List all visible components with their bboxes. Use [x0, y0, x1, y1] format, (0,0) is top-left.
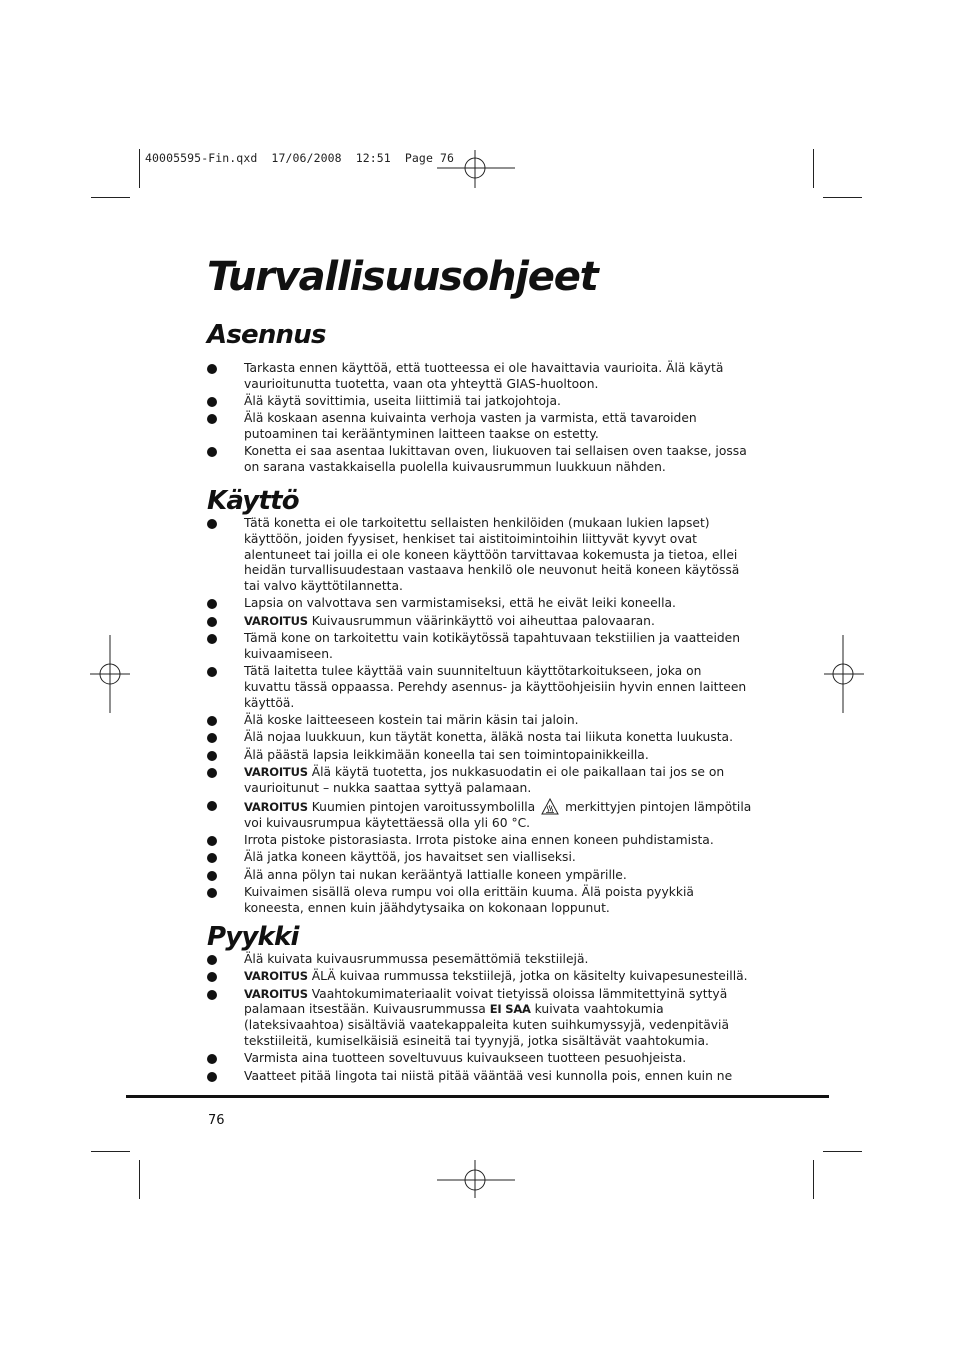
page-number: 76	[208, 1113, 225, 1128]
bullet-icon	[207, 990, 217, 1000]
bullet-icon	[207, 955, 217, 965]
item-text: Konetta ei saa asentaa lukittavan oven, liukuoven tai sellaisen oven taakse, jossa on sarana vastakkaisella puolella kuivausrummun luukkuun nähden.	[244, 444, 747, 475]
list-item	[207, 850, 752, 866]
item-text: Älä kuivata kuivausrummussa pesemättömiä tekstiilejä.	[244, 952, 589, 966]
item-text: merkittyjen pintojen lämpötila voi kuivausrumpua käytettäessä olla yli 60 °C.	[244, 800, 752, 830]
bullet-icon	[207, 716, 217, 726]
item-text: kuivata vaahtokumia (lateksivaahtoa) sisältäviä vaatekappaleita kuten suihkumyssyjä, vedenpitäviä tekstiileitä, kumiselkäisiä esineitä tai tyynyjä, jotka sisältävät vaahtokumia.	[244, 1002, 729, 1048]
item-text: Tarkasta ennen käyttöä, että tuotteessa ei ole havaittavia vaurioita. Älä käytä vaurioitunutta tuotetta, vaan ota yhteyttä GIAS-huoltoon.	[244, 361, 724, 391]
bullet-icon	[207, 888, 217, 898]
item-text: Älä päästä lapsia leikkimään koneella tai sen toimintopainikkeilla.	[244, 747, 649, 762]
bullet-icon	[207, 1072, 217, 1082]
print-slug: 40005595-Fin.qxd 17/06/2008 12:51 Page 76	[145, 151, 455, 165]
warning-keyword: EI SAA	[489, 1002, 531, 1017]
list-item	[207, 444, 752, 476]
bullet-icon	[207, 414, 217, 424]
registration-mark-icon	[822, 635, 866, 715]
list-item	[207, 885, 752, 917]
safety-list-asennus	[207, 361, 752, 478]
crop-mark	[139, 1160, 140, 1199]
crop-mark	[139, 149, 140, 188]
crop-mark	[91, 197, 130, 198]
crop-mark	[813, 1160, 814, 1199]
item-text: Älä nojaa luukkuun, kun täytät konetta, äläkä nosta tai liikuta konetta luukusta.	[244, 730, 733, 745]
item-text: Tämä kone on tarkoitettu vain kotikäytössä tapahtuvaan tekstiilien ja vaatteiden kuivaamiseen.	[244, 631, 741, 661]
item-text: Kuivaimen sisällä oleva rumpu voi olla erittäin kuuma. Älä poista pyykkiä koneesta, ennen kuin jäähdytysaika on kokonaan loppunut.	[244, 885, 694, 915]
list-item	[207, 631, 752, 663]
item-text: Kuumien pintojen varoitussymbolilla	[311, 800, 536, 815]
list-item	[207, 868, 752, 884]
warning-keyword: VAROITUS	[244, 800, 308, 815]
item-text: Lapsia on valvottava sen varmistamiseksi, että he eivät leiki koneella.	[244, 596, 676, 611]
bullet-icon	[207, 801, 217, 811]
item-text: Tätä laitetta tulee käyttää vain suunniteltuun käyttötarkoitukseen, joka on kuvattu tässä oppaassa. Perehdy asennus- ja käyttöohjeisiin hyvin ennen laitteen käyttöä.	[244, 664, 747, 710]
list-item	[207, 516, 752, 595]
bullet-icon	[207, 599, 217, 609]
bullet-icon	[207, 519, 217, 529]
list-item	[207, 765, 752, 797]
list-item	[207, 1051, 752, 1067]
list-item	[207, 748, 752, 764]
warning-keyword: VAROITUS	[244, 969, 308, 984]
list-item	[207, 596, 752, 612]
hot-surface-warning-icon	[541, 798, 559, 815]
list-item	[207, 361, 752, 393]
item-text: Vaatteet pitää lingota tai niistä pitää vääntää vesi kunnolla pois, ennen kuin ne	[244, 1068, 733, 1083]
item-text: Irrota pistoke pistorasiasta. Irrota pistoke aina ennen koneen puhdistamista.	[244, 833, 714, 848]
bullet-icon	[207, 667, 217, 677]
list-item	[207, 614, 752, 630]
registration-mark-icon	[90, 635, 134, 715]
item-text: Älä jatka koneen käyttöä, jos havaitset sen vialliseksi.	[244, 850, 576, 865]
list-item	[207, 952, 752, 968]
bullet-icon	[207, 768, 217, 778]
list-item	[207, 969, 752, 985]
bullet-icon	[207, 447, 217, 457]
item-text: Tätä konetta ei ole tarkoitettu sellaisten henkilöiden (mukaan lukien lapset) käyttöön, joiden fyysiset, henkiset tai aistitoimintoihin liittyvät kyvyt ovat alentuneet tai joilla ei ole koneen käyttöön tarvittavaa kokemusta ja tietoa, ellei heidän turvallisuudestaan vastaava henkilö ole neuvonut heitä koneen käytössä tai valvo käyttötilannetta.	[244, 516, 740, 594]
list-item	[207, 394, 752, 410]
warning-keyword: VAROITUS	[244, 986, 308, 1001]
list-item	[207, 833, 752, 849]
section-heading-pyykki: Pyykki	[207, 922, 299, 952]
list-item	[207, 798, 752, 832]
registration-mark-icon	[437, 1160, 517, 1200]
list-item	[207, 713, 752, 729]
registration-mark-icon	[437, 150, 517, 190]
item-text: ÄLÄ kuivaa rummussa tekstiilejä, jotka on käsitelty kuivapesunesteillä.	[311, 969, 748, 984]
item-text: Älä käytä sovittimia, useita liittimiä tai jatkojohtoja.	[244, 394, 561, 409]
bullet-icon	[207, 871, 217, 881]
list-item	[207, 411, 752, 443]
warning-keyword: VAROITUS	[244, 764, 308, 779]
item-text: Kuivausrummun väärinkäyttö voi aiheuttaa palovaaran.	[311, 613, 655, 628]
bullet-icon	[207, 397, 217, 407]
warning-keyword: VAROITUS	[244, 613, 308, 628]
safety-list-pyykki	[207, 952, 752, 1086]
list-item	[207, 987, 752, 1050]
bullet-icon	[207, 364, 217, 374]
item-text: Älä anna pölyn tai nukan kerääntyä lattialle koneen ympärille.	[244, 867, 627, 882]
bullet-icon	[207, 634, 217, 644]
bullet-icon	[207, 853, 217, 863]
crop-mark	[91, 1151, 130, 1152]
list-item	[207, 1069, 752, 1085]
bullet-icon	[207, 733, 217, 743]
crop-mark	[823, 197, 862, 198]
section-heading-kaytto: Käyttö	[207, 486, 299, 516]
bullet-icon	[207, 751, 217, 761]
section-heading-asennus: Asennus	[207, 320, 326, 350]
bullet-icon	[207, 972, 217, 982]
bullet-icon	[207, 836, 217, 846]
item-text: Älä käytä tuotetta, jos nukkasuodatin ei ole paikallaan tai jos se on vaurioitunut – nukka saattaa syttyä palamaan.	[244, 764, 725, 795]
crop-mark	[823, 1151, 862, 1152]
item-text: Älä koske laitteeseen kostein tai märin käsin tai jaloin.	[244, 713, 579, 728]
list-item	[207, 730, 752, 746]
item-text: Vaahtokumimateriaalit voivat tietyissä oloissa lämmitettyinä syttyä palamaan itsestään. Kuivausrummussa	[244, 986, 728, 1017]
item-text: Älä koskaan asenna kuivainta verhoja vasten ja varmista, että tavaroiden putoaminen tai kerääntyminen laitteen taakse on estetty.	[244, 411, 697, 442]
list-item	[207, 664, 752, 711]
bullet-icon	[207, 1054, 217, 1064]
page-title: Turvallisuusohjeet	[207, 254, 598, 300]
crop-mark	[813, 149, 814, 188]
safety-list-kaytto	[207, 516, 752, 918]
item-text: Varmista aina tuotteen soveltuvuus kuivaukseen tuotteen pesuohjeista.	[244, 1051, 687, 1066]
bullet-icon	[207, 617, 217, 627]
footer-rule	[126, 1095, 829, 1098]
